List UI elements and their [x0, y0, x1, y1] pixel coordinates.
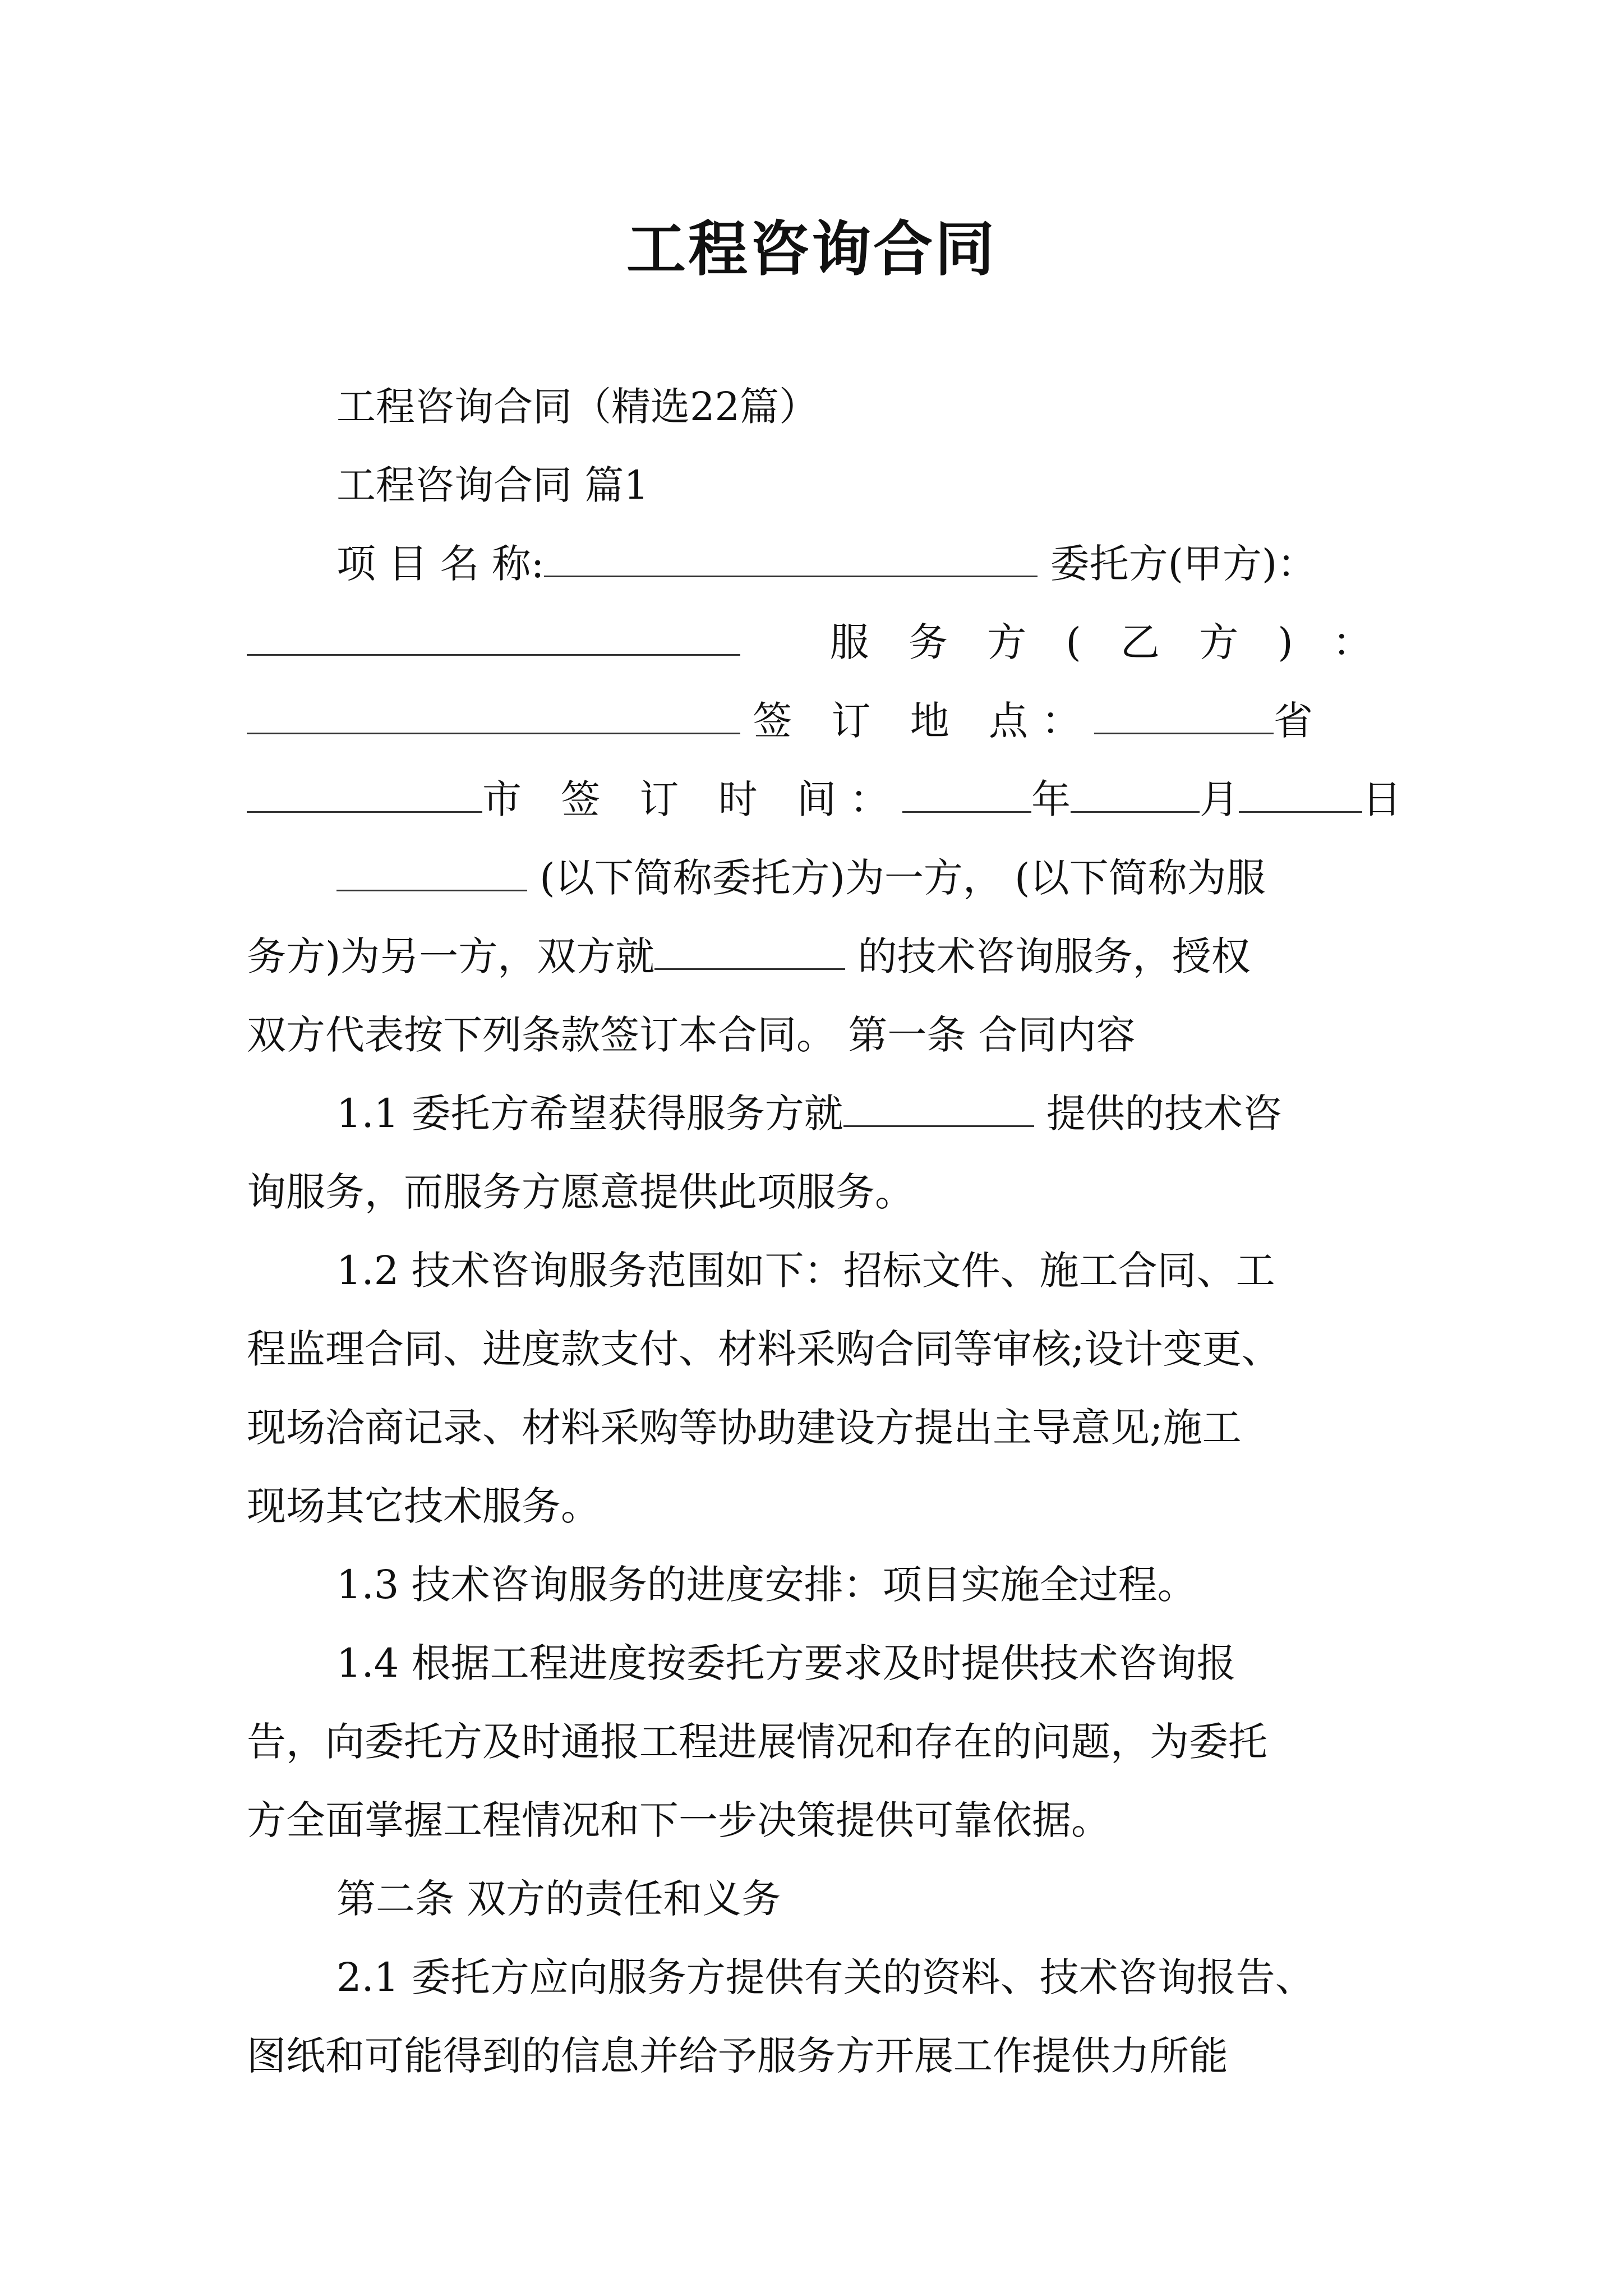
document-title: 工程咨询合同: [626, 214, 997, 284]
city-date-label: 市 签 订 时 间：: [482, 776, 903, 822]
intro-line-2: [247, 917, 1385, 996]
document-body: [247, 367, 1402, 2095]
clause-2-1-line-2: 图纸和可能得到的信息并给予服务方开展工作提供力所能: [247, 2033, 1228, 2079]
month-suffix: 月: [1200, 776, 1239, 822]
clause-1-4-line-1: 1.4 根据工程进度按委托方要求及时提供技术咨询报: [336, 1640, 1236, 1686]
header-line-4: [247, 760, 1402, 839]
year-blank: [902, 769, 1031, 813]
clause-1-4-line-3: 方全面掌握工程情况和下一步决策提供可靠依据。: [247, 1797, 1110, 1843]
service-subject-blank: [654, 926, 845, 970]
year-suffix: 年: [1031, 776, 1071, 822]
province-suffix: 省: [1274, 698, 1313, 744]
intro-part2: 务方)为另一方，双方就: [247, 933, 655, 979]
month-blank: [1071, 769, 1200, 813]
client-name-blank: [336, 847, 527, 891]
clause-1-2-line-3: 现场洽商记录、材料采购等协助建设方提出主导意见;施工: [247, 1405, 1242, 1451]
clause-1-1-line-1: [247, 1074, 1385, 1153]
clause-1-2-line-1: 1.2 技术咨询服务范围如下：招标文件、施工合同、工: [336, 1248, 1275, 1294]
clause-1-1-part1: 1.1 委托方希望获得服务方就: [336, 1091, 843, 1137]
clause-1-2-line-4: 现场其它技术服务。: [247, 1483, 600, 1529]
day-blank: [1239, 769, 1362, 813]
intro-line-1: [247, 839, 1385, 917]
header-line-2: [247, 603, 1385, 682]
clause-2-1-line-1: 2.1 委托方应向服务方提供有关的资料、技术咨询报告、: [336, 1954, 1315, 2000]
header-line-3: [247, 682, 1385, 760]
intro-part1: (以下简称委托方)为一方， (以下简称为服: [540, 855, 1266, 901]
province-blank: [1094, 690, 1274, 734]
clause-1-2-line-2: 程监理合同、进度款支付、材料采购合同等审核;设计变更、: [247, 1326, 1281, 1372]
provider-label: 服 务 方 ( 乙 方 ) ：: [829, 619, 1385, 665]
clause-1-1-blank: [843, 1083, 1034, 1127]
client-label: 委托方(甲方)：: [1050, 541, 1317, 587]
city-blank: [247, 769, 482, 813]
clause-1-1-line-2: 询服务，而服务方愿意提供此项服务。: [247, 1169, 914, 1215]
intro-part3: 的技术咨询服务，授权: [845, 933, 1251, 979]
article-2-title: 第二条 双方的责任和义务: [336, 1876, 781, 1922]
provider-blank: [247, 690, 740, 734]
project-name-label: 项 目 名 称:: [336, 541, 545, 587]
subtitle: 工程咨询合同（精选22篇）: [336, 384, 819, 430]
section-title: 工程咨询合同 篇1: [336, 462, 649, 508]
clause-1-4-line-2: 告，向委托方及时通报工程进展情况和存在的问题，为委托: [247, 1719, 1267, 1765]
clause-1-1-part2: 提供的技术咨: [1034, 1091, 1282, 1137]
day-suffix: 日: [1362, 776, 1402, 822]
place-label: 签 订 地 点：: [753, 698, 1095, 744]
client-blank: [247, 611, 740, 656]
clause-1-3: 1.3 技术咨询服务的进度安排：项目实施全过程。: [336, 1562, 1197, 1608]
project-name-blank: [544, 533, 1038, 577]
header-line-1: [247, 524, 1385, 603]
intro-line-3: 双方代表按下列条款签订本合同。 第一条 合同内容: [247, 1012, 1136, 1058]
